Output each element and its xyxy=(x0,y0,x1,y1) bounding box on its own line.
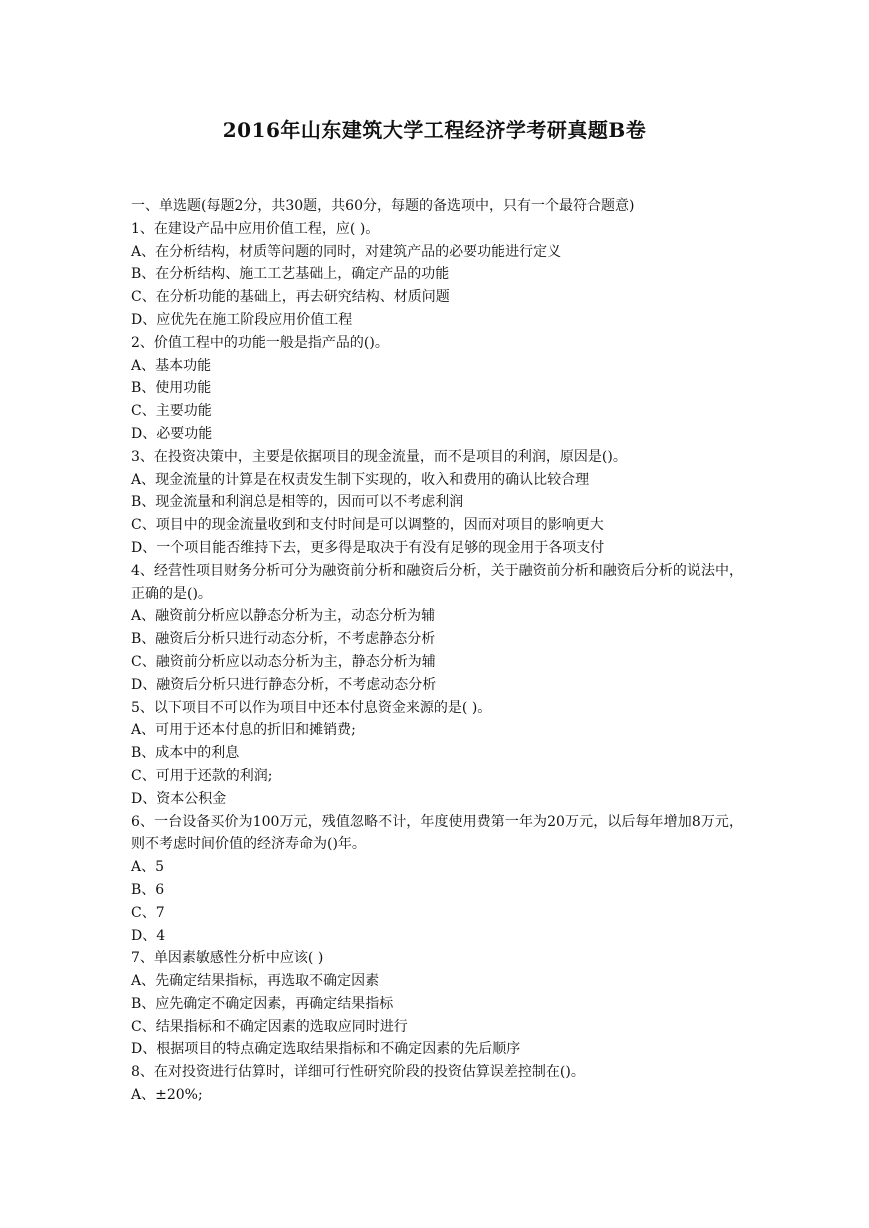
question-stem-8: 8、在对投资进行估算时，详细可行性研究阶段的投资估算误差控制在()。 xyxy=(131,1064,585,1081)
question-stem-6: 6、一台设备买价为100万元，残值忽略不计，年度使用费第一年为20万元，以后每年增加8万元，则不考虑时间价值的经济寿命为()年。 xyxy=(131,813,743,853)
question-2-option-a: A、基本功能 xyxy=(131,357,212,374)
question-8-option-a: A、±20%; xyxy=(131,1087,203,1104)
document-body xyxy=(131,195,743,1107)
question-2-option-d: D、必要功能 xyxy=(131,425,213,442)
question-3-option-c: C、项目中的现金流量收到和支付时间是可以调整的，因而对项目的影响更大 xyxy=(131,517,604,534)
question-1-option-d: D、应优先在施工阶段应用价值工程 xyxy=(131,311,353,328)
question-6-option-c: C、7 xyxy=(131,904,165,921)
question-4-option-b: B、融资后分析只进行动态分析，不考虑静态分析 xyxy=(131,631,436,648)
question-3-option-b: B、现金流量和利润总是相等的，因而可以不考虑利润 xyxy=(131,494,464,511)
question-7-option-a: A、先确定结果指标，再选取不确定因素 xyxy=(131,973,380,990)
question-5-option-b: B、成本中的利息 xyxy=(131,745,240,762)
document-title: 2016年山东建筑大学工程经济学考研真题B卷 xyxy=(222,118,647,142)
question-6-option-b: B、6 xyxy=(131,881,165,898)
question-5-option-d: D、资本公积金 xyxy=(131,790,227,807)
question-1-option-a: A、在分析结构，材质等问题的同时，对建筑产品的必要功能进行定义 xyxy=(131,243,562,260)
question-stem-4: 4、经营性项目财务分析可分为融资前分析和融资后分析，关于融资前分析和融资后分析的说法中，正确的是()。 xyxy=(131,562,743,602)
question-3-option-d: D、一个项目能否维持下去，更多得是取决于有没有足够的现金用于各项支付 xyxy=(131,539,605,556)
question-7-option-d: D、根据项目的特点确定选取结果指标和不确定因素的先后顺序 xyxy=(131,1041,521,1058)
question-4-option-d: D、融资后分析只进行静态分析，不考虑动态分析 xyxy=(131,676,437,693)
question-3-option-a: A、现金流量的计算是在权责发生制下实现的，收入和费用的确认比较合理 xyxy=(131,471,590,488)
question-2-option-c: C、主要功能 xyxy=(131,403,212,420)
question-4-option-a: A、融资前分析应以静态分析为主，动态分析为辅 xyxy=(131,608,436,625)
question-1-option-b: B、在分析结构、施工工艺基础上，确定产品的功能 xyxy=(131,266,450,283)
question-stem-1: 1、在建设产品中应用价值工程，应( )。 xyxy=(131,220,380,237)
question-stem-5: 5、以下项目不可以作为项目中还本付息资金来源的是( )。 xyxy=(131,699,492,716)
question-4-option-c: C、融资前分析应以动态分析为主，静态分析为辅 xyxy=(131,653,436,670)
question-7-option-b: B、应先确定不确定因素，再确定结果指标 xyxy=(131,995,394,1012)
question-5-option-a: A、可用于还本付息的折旧和摊销费; xyxy=(131,722,356,739)
section-header: 一、单选题(每题2分，共30题，共60分，每题的备选项中，只有一个最符合题意) xyxy=(131,198,635,214)
question-7-option-c: C、结果指标和不确定因素的选取应同时进行 xyxy=(131,1018,408,1035)
question-6-option-d: D、4 xyxy=(131,927,166,944)
question-stem-3: 3、在投资决策中，主要是依据项目的现金流量，而不是项目的利润，原因是()。 xyxy=(131,448,627,465)
question-stem-7: 7、单因素敏感性分析中应该( ) xyxy=(131,950,324,967)
question-1-option-c: C、在分析功能的基础上，再去研究结构、材质问题 xyxy=(131,289,450,306)
question-stem-2: 2、价值工程中的功能一般是指产品的()。 xyxy=(131,334,389,351)
question-5-option-c: C、可用于还款的利润; xyxy=(131,767,273,784)
question-2-option-b: B、使用功能 xyxy=(131,380,212,397)
question-6-option-a: A、5 xyxy=(131,859,165,876)
